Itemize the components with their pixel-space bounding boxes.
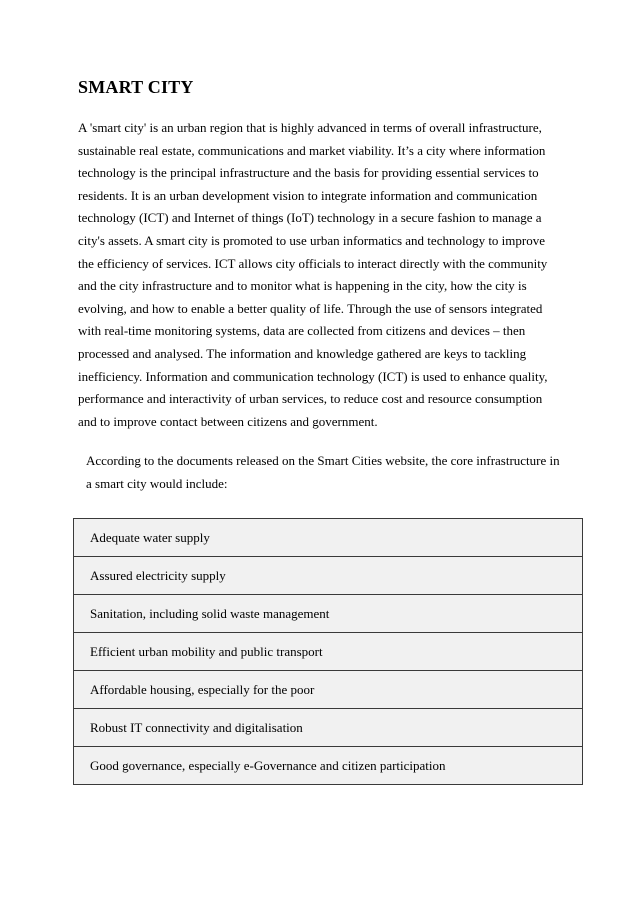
infrastructure-table	[73, 518, 583, 785]
table-row	[74, 519, 583, 557]
infrastructure-item: Efficient urban mobility and public transport	[74, 633, 583, 671]
table-row	[74, 557, 583, 595]
page-title: SMART CITY	[78, 77, 194, 97]
infrastructure-item: Affordable housing, especially for the poor	[74, 671, 583, 709]
table-row	[74, 709, 583, 747]
table-row	[74, 747, 583, 785]
table-row	[74, 671, 583, 709]
infrastructure-item: Robust IT connectivity and digitalisation	[74, 709, 583, 747]
infrastructure-intro: According to the documents released on the Smart Cities website, the core infrastructure in a smart city would include:	[86, 453, 560, 491]
table-row	[74, 595, 583, 633]
infrastructure-item: Sanitation, including solid waste management	[74, 595, 583, 633]
table-row	[74, 633, 583, 671]
infrastructure-item: Adequate water supply	[74, 519, 583, 557]
infrastructure-item: Good governance, especially e-Governance and citizen participation	[74, 747, 583, 785]
infrastructure-item: Assured electricity supply	[74, 557, 583, 595]
body-paragraph: A 'smart city' is an urban region that is highly advanced in terms of overall infrastructure, sustainable real estate, communications and market viability. It’s a city where information technology is the principal infrastructure and the basis for providing essential services to residents. It is an urban development vision to integrate information and communication technology (ICT) and Internet of things (IoT) technology in a secure fashion to manage a city's assets. A smart city is promoted to use urban informatics and technology to improve the efficiency of services. ICT allows city officials to interact directly with the community and the city infrastructure and to monitor what is happening in the city, how the city is evolving, and how to enable a better quality of life. Through the use of sensors integrated with real-time monitoring systems, data are collected from citizens and devices – then processed and analysed. The information and knowledge gathered are keys to tackling inefficiency. Information and communication technology (ICT) is used to enhance quality, performance and interactivity of urban services, to reduce cost and resource consumption and to improve contact between citizens and government.	[78, 120, 548, 429]
